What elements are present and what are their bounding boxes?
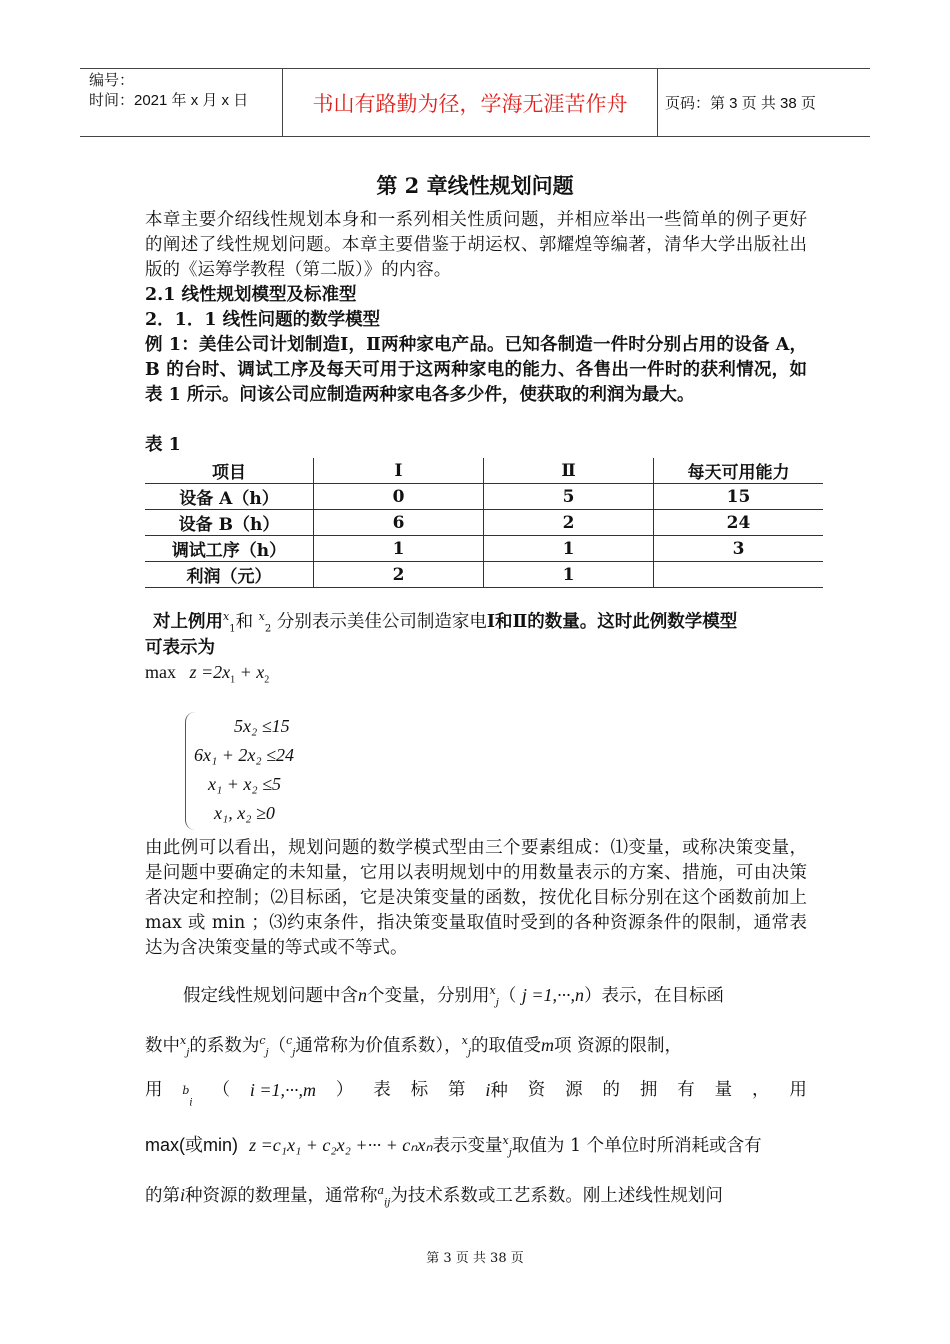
text: ， — [752, 1080, 770, 1100]
text: 用 — [789, 1080, 807, 1100]
constraint: x₁, x₂ ≥0 — [214, 803, 275, 823]
text: 的取值受 — [470, 1035, 541, 1056]
table-header-row — [145, 458, 823, 484]
cell: 调试工序（h） — [145, 536, 314, 562]
text: 和 — [235, 611, 254, 632]
model-intro-line-2: 可表示为 — [145, 638, 215, 658]
table-caption: 表 1 — [145, 435, 181, 455]
var-m: m — [540, 1034, 554, 1055]
text: 拥 — [639, 1080, 658, 1100]
text: 量 — [714, 1080, 733, 1100]
cell: 2 — [484, 510, 654, 536]
cell: 3 — [654, 536, 824, 562]
constraint: x₁ + x₂ ≤5 — [208, 774, 282, 794]
var-i: i — [180, 1184, 186, 1205]
model-intro-line: 对上例用$^x_1$和 $^x_2$ 分别表示美佳公司制造家电Ⅰ和Ⅱ的数量。这时此例数学模型 — [153, 610, 738, 635]
page-header — [80, 68, 870, 137]
text: Ⅰ和Ⅱ的数量。这时此例数学模型 — [486, 611, 738, 632]
text: 数中 — [145, 1035, 180, 1056]
para2-line: 用 $^b_i$ （ i =1,···,m ） 表 标 第 i种 资 源 的 拥 有 量 ， 用 — [145, 1078, 807, 1115]
text: （ — [498, 985, 522, 1006]
text: 的系数为 — [189, 1035, 260, 1056]
text: （ — [212, 1080, 230, 1100]
cell: 1 — [484, 562, 654, 588]
page-footer: 第 3 页 共 38 页 — [426, 1251, 524, 1266]
text: 项 资源的限制， — [553, 1035, 683, 1056]
cell: 5 — [484, 484, 654, 510]
cell: 利润（元） — [145, 562, 314, 588]
cell: 设备 A（h） — [145, 484, 314, 510]
text: 标 — [410, 1080, 429, 1100]
text: ）表示，在目标函 — [584, 985, 725, 1006]
var-b: b — [182, 1084, 190, 1097]
text: （ — [268, 1035, 287, 1056]
var-i: i — [485, 1080, 491, 1100]
text: 分别表示美佳公司制造家电 — [276, 611, 487, 632]
var-x1: x — [223, 610, 230, 623]
table-row — [145, 536, 823, 562]
header-meta — [80, 69, 283, 136]
text: ） — [335, 1080, 354, 1100]
max-min-label: max(或min) — [145, 1134, 238, 1155]
elements-paragraph: 由此例可以看出，规划问题的数学模式型由三个要素组成：⑴变量，或称决策变量，是问题中要确定的未知量，它用以表明规划中的用数量表示的方案、措施，可由决策者决定和控制；⑵目标函，它是决策变量的函数，按优化目标分别在这个函数前加上 max 或 min ；⑶约束条件，指决策变量取值时受到的各种资源条件的限制，通常表达为含决策变量的等式或不等式。 — [145, 838, 807, 958]
text: 第 — [448, 1080, 466, 1100]
text: 种 — [490, 1081, 508, 1101]
text: 为技术系数或工艺系数。刚上述线性规划问 — [390, 1185, 723, 1206]
objective-general: z =c₁x₁ + c₂x₂ +··· + cₙxₙ — [249, 1134, 433, 1155]
table-row — [145, 562, 823, 588]
var-x: x — [180, 1034, 187, 1047]
para2-line: max(或min) z =c₁x₁ + c₂x₂ +··· + cₙxₙ表示变量$^x_j$取值为 1 个单位时所消耗或含有 — [145, 1134, 762, 1159]
text: 有 — [677, 1080, 695, 1100]
cell: 1 — [314, 536, 484, 562]
header-cell: Ⅱ — [484, 458, 654, 484]
text: 资 — [527, 1080, 546, 1100]
subsection-heading: 2．1．1 线性问题的数学模型 — [145, 310, 381, 330]
header-cell: 项目 — [145, 458, 314, 484]
objective-function: max $z =2x_1 + x_2$ — [145, 662, 270, 686]
example-text: 例 1：美佳公司计划制造Ⅰ，Ⅱ两种家电产品。已知各制造一件时分别占用的设备 A，B 的台时、调试工序及每天可用于这两种家电的能力、各售出一件时的获利情况，如表 1 所示。问该公司应制造两种家电各多少件，使获取的利润为最大。 — [145, 335, 807, 405]
constraint: 6x₁ + 2x₂ ≤24 — [194, 745, 295, 765]
cell: 2 — [314, 562, 484, 588]
cell: 0 — [314, 484, 484, 510]
cell: 24 — [654, 510, 824, 536]
text: 用 — [145, 1080, 163, 1100]
var-x: x — [489, 984, 496, 997]
constraint-system — [185, 712, 326, 830]
data-table — [145, 458, 823, 588]
var-c: c — [259, 1034, 266, 1047]
intro-paragraph: 本章主要介绍线性规划本身和一系列相关性质问题，并相应举出一些简单的例子更好的阐述了线性规划问题。本章主要借鉴于胡运权、郭耀煌等编著，清华大学出版社出版的《运筹学教程（第二版）》的内容。 — [145, 210, 807, 280]
math: j =1,···,n — [521, 984, 585, 1005]
para2-line: 假定线性规划问题中含n个变量，分别用$^x_j$（ j =1,···,n）表示，在目标函 — [183, 984, 725, 1009]
constraint: 5x₂ ≤15 — [234, 716, 290, 736]
objective-expr: z =2x — [189, 662, 231, 682]
text: 取值为 1 个单位时所消耗或含有 — [511, 1135, 762, 1156]
text: 表 — [373, 1080, 391, 1100]
header-motto: 书山有路勤为径，学海无涯苦作舟 — [283, 69, 658, 136]
text: 表示变量 — [432, 1135, 503, 1156]
math: i =1,···,m — [249, 1080, 317, 1100]
doc-number-label: 编号： — [89, 72, 135, 89]
var-n: n — [358, 984, 367, 1005]
table-row — [145, 484, 823, 510]
text: 种资源的数理量，通常称 — [185, 1185, 378, 1206]
cell: 6 — [314, 510, 484, 536]
var-x2: x — [258, 610, 265, 623]
text: 通常称为价值系数）， — [295, 1035, 462, 1056]
section-heading: 2.1 线性规划模型及标准型 — [145, 285, 357, 305]
max-label: max — [145, 662, 176, 682]
chapter-title: 第 2 章线性规划问题 — [376, 173, 574, 198]
header-page-info: 页码：第 3 页 共 38 页 — [665, 95, 816, 112]
text: 假定线性规划问题中含 — [183, 985, 358, 1006]
text: 对上例用 — [153, 611, 223, 632]
var-c: c — [286, 1034, 293, 1047]
para2-line: 的第i种资源的数理量，通常称$^a_{ij}$为技术系数或工艺系数。刚上述线性规划问 — [145, 1184, 723, 1209]
doc-time-label: 时间：2021 年 x 月 x 日 — [89, 92, 249, 109]
objective-expr: + x — [235, 662, 265, 682]
para2-line: 数中$^x_j$的系数为$^c_j$（$^c_j$通常称为价值系数），$^x_j$的取值受m项 资源的限制， — [145, 1034, 683, 1059]
header-cell: Ⅰ — [314, 458, 484, 484]
var-a: a — [377, 1184, 385, 1197]
cell: 设备 B（h） — [145, 510, 314, 536]
cell: 15 — [654, 484, 824, 510]
var-x: x — [461, 1034, 468, 1047]
text: 的 — [602, 1080, 621, 1100]
table-row — [145, 510, 823, 536]
cell — [654, 562, 824, 588]
text: 个变量，分别用 — [367, 985, 490, 1006]
cell: 1 — [484, 536, 654, 562]
var-x: x — [502, 1134, 509, 1147]
text: 源 — [565, 1080, 583, 1100]
text: 的第 — [145, 1185, 180, 1206]
header-cell: 每天可用能力 — [654, 458, 824, 484]
